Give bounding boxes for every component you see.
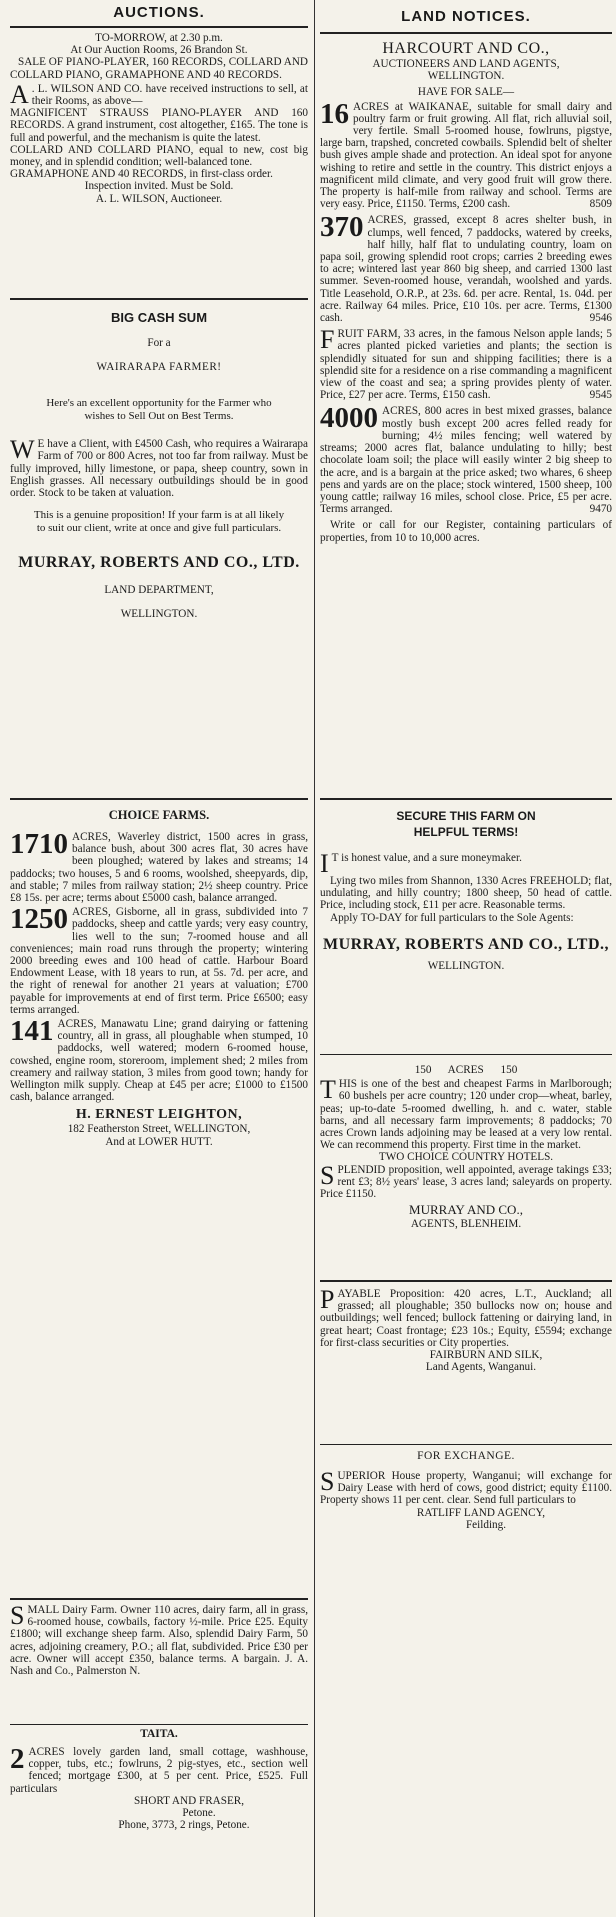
choice-farms-heading: CHOICE FARMS. [108,808,210,822]
secure-apply: Apply TO-DAY for full particulars to the Sole Agents: [330,911,574,924]
harcourt-firm: HARCOURT AND CO., [382,40,550,57]
right-column [320,0,612,1917]
auctions-intro [10,79,308,109]
bigcash-farmer: WAIRARAPA FARMER! [96,361,222,374]
small-dairy-rule [10,1598,308,1600]
hotels-heading: TWO CHOICE COUNTRY HOTELS. [378,1151,554,1164]
choice-top-rule [10,798,308,800]
secure-firm: MURRAY, ROBERTS AND CO., LTD., [322,935,610,953]
marlborough-ad [320,1064,612,1230]
land-item-ref: 9546 [589,312,612,325]
marlborough-rule [320,1054,612,1055]
bigcash-heading: BIG CASH SUM [110,310,208,325]
land-item-number: 16 [320,97,349,130]
auctions-heading: AUCTIONS. [113,4,205,21]
secure-dropcap: I [320,849,329,878]
marlborough-dropcap: T [320,1075,336,1105]
taita-rule [10,1724,308,1725]
auctions-item-piano: COLLARD AND COLLARD PIANO, equal to new, cost big money, and in splendid condition; well-balanced tone. [10,143,308,169]
bigcash-firm: MURRAY, ROBERTS AND CO., LTD. [18,554,300,572]
land-item-text: RUIT FARM, 33 acres, in the famous Nelson apple lands; 5 acres planted picked varieties and plants; the section is splendidly situated for sun and shipping facilities; there is a splendid site for a residence on a rise commanding a magnificent view of the coast and sea; a spring provides plenty of water. Price, £27 per acre. Terms, £150 cash. [320,328,612,402]
auctions-date: TO-MORROW, at 2.30 p.m. [95,32,223,44]
bigcash-dropcap: W [10,435,35,465]
auctions-intro-text: . L. WILSON AND CO. have received instructions to sell, at their Rooms, as above— [31,82,308,108]
taita-number: 2 [10,1743,25,1775]
small-dairy-body: MALL Dairy Farm. Owner 110 acres, dairy farm, all in grass, 6-roomed house, cowbails, factory ½-mile. Price £25. Equity £1800; will exchange sheep farm. Also, splendid Dairy Farm, 50 acres, adjoining creamery, P.O.; all flat, subdivided. Price £30 per acre. Owner will accept £350, balance terms. A bargain. J. A. Nash and Co., Palmerston N. [10,1604,308,1678]
small-dairy-dropcap: S [10,1601,25,1630]
bigcash-body-text: E have a Client, with £4500 Cash, who requires a Wairarapa Farm of 700 or 800 Acres, not too far from railway. Must be fully improved, hilly limestone, or papa, sheep country, sown in English grasses. All necessary outbuildings should be in good order. Stock to be taken at valuation. [10,438,308,500]
land-item-ref: 9470 [589,503,612,516]
harcourt-register: Write or call for our Register, containing particulars of properties, from 10 to 10,000 acres. [320,519,612,544]
land-item-text: ACRES at WAIKANAE, suitable for small dairy and poultry farm or fruit growing. All flat, rich alluvial soil, very fertile. Small 5-roomed house, fowlruns, pigstye, large barn, trapshed, concreted cowbails. Splendid belt of shelter bush gives ample shade and protection. An ideal spot for anyone wishing to retire and settle in the country. This district enjoys a magnificent mild climate, and very good fruit will grow there. The property is half-mile from railway and school. Terms are very easy. Price, £1150. Terms, £200 cash. [320,100,612,211]
bigcash-body [10,435,308,500]
taita-town: Petone. [182,1807,216,1820]
auctions-signature: A. L. WILSON, Auctioneer. [95,192,223,205]
payable-agents: Land Agents, Wanganui. [425,1361,537,1374]
harcourt-ad [320,40,612,544]
marlborough-agents: AGENTS, BLENHEIM. [410,1218,522,1231]
harcourt-sub: AUCTIONEERS AND LAND AGENTS, WELLINGTON. [372,58,560,83]
auctions-sale-title: SALE OF PIANO-PLAYER, 160 RECORDS, COLLARD AND COLLARD PIANO, GRAMAPHONE AND 40 RECORDS. [10,56,308,81]
harcourt-for-sale: HAVE FOR SALE— [417,86,515,99]
small-dairy-text [10,1601,308,1678]
choice-farm-item [10,1015,308,1104]
exchange-heading: FOR EXCHANGE. [417,1450,515,1462]
left-column [10,0,308,1917]
choice-farm-number: 141 [10,1015,54,1048]
payable-body: AYABLE Proposition: 420 acres, L.T., Auckland; all grassed; all ploughable; 350 bullocks now on; house and outbuildings; well fenced; bullock fattening or dairying land, in great heart; Coast frontage; £23 10s.; Equity, £5594; exchange for first-class securities or City properties. [320,1288,612,1349]
bigcash-top-rule [10,298,308,300]
land-item [320,325,612,402]
hotels-body: PLENDID proposition, well appointed, average takings £33; rent £3; 8½ years' lease, 3 acres land; saleyards on property. Price £1150. [320,1163,612,1201]
marlborough-body: HIS is one of the best and cheapest Farms in Marlborough; 60 bushels per acre country; 120 under crop—wheat, barley, peas; up-to-date 5-roomed dwelling, h. and c. water, stable barns, and all necessary farm improvements; 8 paddocks; 70 acres Crown lands adjoining may be leased at a very low rental. We can recommend this property. First time in the market. [320,1078,612,1152]
choice-farms-section [10,808,308,1148]
choice-farm-item [10,828,308,905]
bigcash-genuine: This is a genuine proposition! If your farm is at all likely to suit our client, write at once and give full particulars. [33,509,285,534]
land-notices-rule [320,32,612,34]
land-item [320,211,612,325]
secure-lead [320,849,612,878]
exchange-dropcap: S [320,1467,335,1496]
bigcash-intro: Here's an excellent opportunity for the Farmer who wishes to Sell Out on Best Terms. [46,397,272,422]
exchange-rule [320,1444,612,1445]
land-item [320,402,612,516]
small-dairy-ad [10,1601,308,1678]
taita-text [10,1743,308,1795]
exchange-town: Feilding. [465,1518,507,1531]
hotels-text [320,1160,612,1201]
choice-farm-number: 1710 [10,828,68,860]
land-item-ref: 9545 [589,389,612,402]
secure-farm-section [320,808,612,972]
marlborough-text [320,1075,612,1152]
marlborough-firm: MURRAY AND CO., [409,1202,523,1218]
hotels-dropcap: S [320,1160,335,1190]
secure-top-rule [320,798,612,800]
taita-heading: TAITA. [140,1728,178,1740]
exchange-firm: RATLIFF LAND AGENCY, [416,1506,546,1519]
payable-rule [320,1280,612,1282]
auctions-dropcap: A [10,79,29,109]
choice-agent: H. ERNEST LEIGHTON, [75,1107,243,1123]
land-notices-section [320,8,612,25]
taita-phone: Phone, 3773, 2 rings, Petone. [118,1819,250,1832]
land-item-number: 4000 [320,402,378,435]
bigcash-city: WELLINGTON. [120,608,198,621]
choice-farm-text: ACRES, Manawatu Line; grand dairying or fattening country, all in grass, all ploughable when stumped, 10 paddocks, well watered; modern 6-roomed house, cowshed, engine room, storeroom, implement shed; 2 miles from creamery and railway station, 3 miles from good town; handy for Wellington milk supply. Cheap at £45 per acre; £1000 to £1500 cash, balance arranged. [10,1018,308,1104]
marlborough-acres: 150 ACRES 150 [414,1064,518,1076]
land-item-ref: 8509 [589,198,612,211]
secure-lead-text: T is honest value, and a sure moneymaker. [331,852,522,864]
secure-heading: SECURE THIS FARM ON HELPFUL TERMS! [396,809,536,839]
choice-farm-text: ACRES, Waverley district, 1500 acres in grass, balance bush, about 300 acres flat, 30 acres have been ploughed; watered by lakes and streams; 14 paddocks; two houses, 5 and 6 rooms, woolshed, sheepyards, dip, and stable; 7 miles from railway station; 2½ sheep country. Price £8 15s. per acre; terms about £5000 cash, balance arranged. [10,831,308,905]
taita-body: ACRES lovely garden land, small cottage, washhouse, copper, tubs, etc.; fowlruns, 2 pig-styes, etc., section well fenced; mortgage £300, at 5 per cent. Price, £525. Full particulars [10,1746,308,1795]
land-item-text: ACRES, grassed, except 8 acres shelter bush, in clumps, well fenced, 7 paddocks, watered by creeks, half hilly, half flat to undulating country, loam on papa soil, growing splendid root crops; carries 2 breeding ewes to acre; wintered last year 860 big sheep, and carried 1300 last summer. Seven-roomed house, verandah, woolshed and yards. Title Leasehold, O.R.P., at 23s. 6d. per acre. Rental, 1s. 04d. per acre. Railway 64 miles. Price, £10 10s. per acre. Terms, £1300 cash. [320,214,612,325]
exchange-text [320,1467,612,1507]
exchange-ad [320,1450,612,1531]
choice-farm-item [10,903,308,1016]
land-item-text: ACRES, 800 acres in best mixed grasses, balance mostly bush except 200 acres felled ready for burning; 4½ miles fencing; well watered by streams; 2000 acres flat, balance undulating to hilly; best chocolate loam soil; the place will easily winter 2 big sheep to the acre, and is a bargain at the price asked; two whares, 6 sheep pens and yards are on the place; stock wintered, 1500 sheep, 100 young cattle; railway 16 miles, school close. Price, £5 per acre. Terms arranged. [320,405,612,516]
choice-farm-number: 1250 [10,903,68,936]
taita-ad [10,1728,308,1831]
auctions-ad [10,32,308,205]
bigcash-for: For a [147,337,171,349]
auctions-rule [10,26,308,28]
choice-farm-text: ACRES, Gisborne, all in grass, subdivided into 7 paddocks, sheep and cattle yards; very easy country, lies well to the sun; 7-roomed house and all conveniences; main road runs through the property; wintering 2000 breeding ewes and 100 head of cattle. Harbour Board Endowment Lease, with 18 years to run, at 5s. 7d. per acre, and the right of renewal for another 21 years at valuation; £700 payable for improvements at end of first term. Price £6500; easy terms arranged. [10,906,308,1016]
auctions-item-gramaphone: GRAMAPHONE AND 40 RECORDS, in first-class order. [10,168,273,181]
payable-firm: FAIRBURN AND SILK, [429,1349,543,1362]
secure-city: WELLINGTON. [427,959,505,972]
bigcash-section [10,306,308,620]
land-item [320,97,612,211]
land-notices-heading: LAND NOTICES. [401,8,531,25]
payable-ad [320,1285,612,1374]
auctions-section [10,4,308,21]
payable-dropcap: P [320,1285,335,1314]
bigcash-dept: LAND DEPARTMENT, [104,584,214,597]
auctions-location: At Our Auction Rooms, 26 Brandon St. [70,44,248,57]
choice-address: 182 Featherston Street, WELLINGTON, [67,1123,251,1136]
secure-body: Lying two miles from Shannon, 1330 Acres FREEHOLD; flat, undulating, and hilly country; 1800 sheep, 50 head of cattle. Price, including stock, £11 per acre. Reasonable terms. [320,875,612,912]
land-item-number: 370 [320,211,364,244]
payable-text [320,1285,612,1349]
exchange-body: UPERIOR House property, Wanganui; will exchange for Dairy Lease with herd of cows, good district; equity £1100. Property shows 11 per cent. clear. Send full particulars to [320,1470,612,1507]
auctions-item-piano-player: MAGNIFICENT STRAUSS PIANO-PLAYER AND 160 RECORDS. A grand instrument, cost altogether, £165. The tone is full and powerful, and the mechanism is quite the latest. [10,107,308,144]
choice-lower-hutt: And at LOWER HUTT. [105,1135,213,1148]
center-column-rule [314,0,315,1917]
auctions-inspection: Inspection invited. Must be Sold. [84,180,234,193]
taita-agent: SHORT AND FRASER, [133,1794,245,1807]
land-item-dropcap: F [320,325,335,355]
